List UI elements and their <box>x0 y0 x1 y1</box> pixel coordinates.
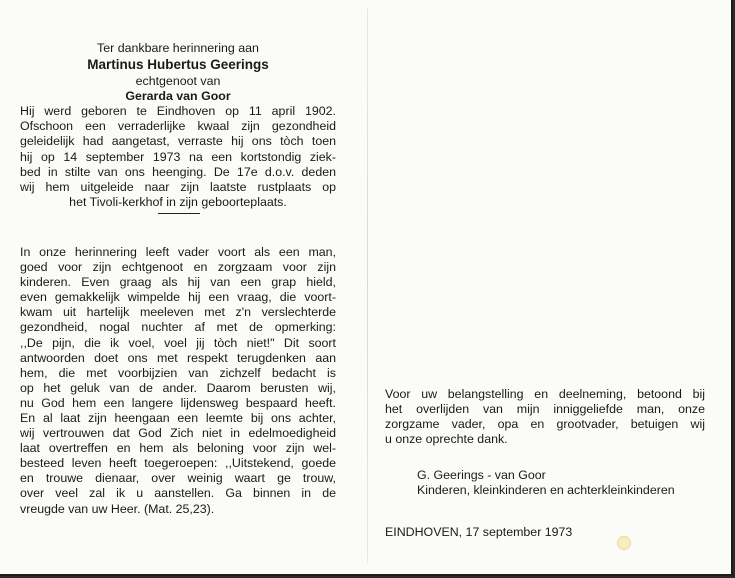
spouse-name: Gerarda van Goor <box>125 89 231 104</box>
thanks-line: Voor uw belangstelling en deelneming, betoond bij <box>385 387 705 401</box>
bio-line: bed in stilte van ons heenging. De 17e d.o.v. deden <box>20 164 336 179</box>
memorial-line: In onze herinnering leeft vader voort als een man, <box>20 244 336 259</box>
signature-family: Kinderen, kleinkinderen en achterkleinkinderen <box>417 483 675 498</box>
signature-name: G. Geerings - van Goor <box>417 468 546 483</box>
bio-line: wij hem uitgeleide naar zijn laatste rustplaats op <box>20 179 336 194</box>
bio-line: hij op 14 september 1973 na een kortstondig ziek- <box>20 149 336 164</box>
bio-line: Hij werd geboren te Eindhoven op 11 april 1902. <box>20 104 336 119</box>
memorial-line: kwam uit hartelijk meeleven met z'n verslechterde <box>20 305 336 320</box>
memorial-line: even gemakkelijk wimpelde hij een vraag, die voort- <box>20 290 336 305</box>
bio-paragraph <box>20 104 336 210</box>
place-date: EINDHOVEN, 17 september 1973 <box>385 524 573 539</box>
bio-line: het Tivoli-kerkhof in zijn geboorteplaats. <box>69 194 287 209</box>
intro-line: Ter dankbare herinnering aan <box>97 41 259 55</box>
memorial-line: kinderen. Even graag als hij van een grap hield, <box>20 275 336 290</box>
divider-rule <box>158 213 200 214</box>
memorial-line: goed voor zijn echtgenoot en zorgzaam voor zijn <box>20 260 336 275</box>
thanks-line: het overlijden van mijn inniggeliefde man, onze <box>385 402 705 417</box>
memorial-line: gezondheid, nogal nuchter af met de opmerking: <box>20 320 336 335</box>
thanks-line: zorgzame vader, opa en grootvader, betuigen wij <box>385 417 705 432</box>
bio-line: geleidelijk had aangetast, verraste hij ons tòch toen <box>20 134 336 149</box>
thanks-paragraph <box>385 387 705 447</box>
memorial-line: besteed leven heeft toegeroepen: ,,Uitstekend, goede <box>20 456 336 471</box>
thanks-line: u onze oprechte dank. <box>385 432 508 447</box>
seal-mark <box>617 536 631 550</box>
card-fold <box>367 8 368 563</box>
memorial-line: over veel zal ik u aanstellen. Ga binnen in de <box>20 486 336 501</box>
memorial-line: op het geluk van de ander. Daarom berusten wij, <box>20 380 336 395</box>
memorial-line: antwoorden doet ons met respekt terugdenken aan <box>20 350 336 365</box>
memorial-line: En al laat zijn heengaan een leemte bij ons achter, <box>20 410 336 425</box>
deceased-name: Martinus Hubertus Geerings <box>87 57 269 73</box>
relation-line: echtgenoot van <box>135 74 221 89</box>
memorial-line: wij vertrouwen dat God Zich niet in edelmoedigheid <box>20 426 336 441</box>
memorial-line: ,,De pijn, die ik voel, voel jij tòch niet!" Dit soort <box>20 335 336 350</box>
signature-block <box>385 468 705 498</box>
memorial-line: laat overtreffen en hem als beloning voor zijn wel- <box>20 441 336 456</box>
right-page <box>385 387 705 540</box>
memorial-line: vreugde van uw Heer. (Mat. 25,23). <box>20 501 215 516</box>
memorial-line: hem, die met voorbijzien van zichzelf bedacht is <box>20 365 336 380</box>
memorial-paragraph <box>20 245 336 517</box>
left-page <box>20 41 336 517</box>
memorial-line: en trouwe dienaar, over weinig waart ge trouw, <box>20 471 336 486</box>
memorial-line: nu God hem een langere lijdensweg bespaard heeft. <box>20 395 336 410</box>
bio-line: Ofschoon een verraderlijke kwaal zijn gezondheid <box>20 119 336 134</box>
